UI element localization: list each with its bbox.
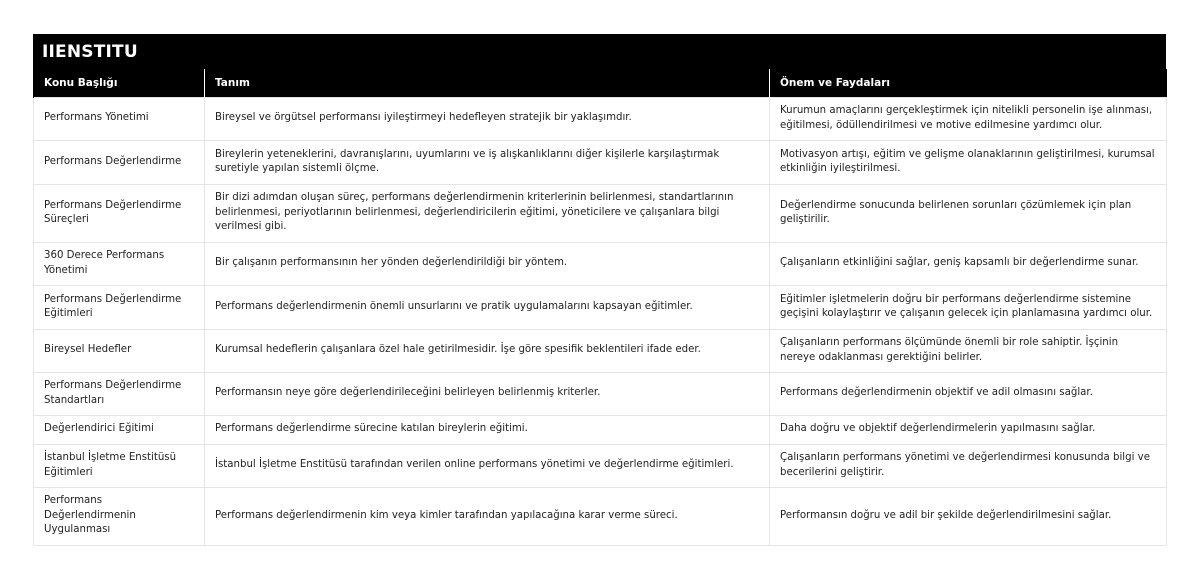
cell-topic: Performans Değerlendirme Süreçleri bbox=[34, 184, 205, 242]
cell-definition: Performansın neye göre değerlendirileceğini belirleyen belirlenmiş kriterler. bbox=[205, 372, 770, 415]
cell-topic: Performans Değerlendirmenin Uygulanması bbox=[34, 487, 205, 545]
cell-importance: Eğitimler işletmelerin doğru bir performans değerlendirme sistemine geçişini kolaylaştırır ve çalışanın gelecek için planlamasına yardımcı olur. bbox=[770, 285, 1167, 329]
cell-definition: Bir çalışanın performansının her yönden değerlendirildiği bir yöntem. bbox=[205, 242, 770, 285]
cell-importance: Değerlendirme sonucunda belirlenen sorunları çözümlemek için plan geliştirilir. bbox=[770, 184, 1167, 242]
table-row bbox=[34, 329, 1167, 372]
cell-topic: Performans Değerlendirme bbox=[34, 140, 205, 184]
table-row bbox=[34, 140, 1167, 184]
cell-importance: Performans değerlendirmenin objektif ve adil olmasını sağlar. bbox=[770, 372, 1167, 415]
data-table bbox=[33, 69, 1167, 546]
table-row bbox=[34, 487, 1167, 545]
cell-importance: Motivasyon artışı, eğitim ve gelişme olanaklarının geliştirilmesi, kurumsal etkinliğin iyileştirilmesi. bbox=[770, 140, 1167, 184]
brand-title: IIENSTITU bbox=[33, 34, 1166, 69]
cell-topic: Bireysel Hedefler bbox=[34, 329, 205, 372]
cell-topic: İstanbul İşletme Enstitüsü Eğitimleri bbox=[34, 444, 205, 487]
cell-definition: Kurumsal hedeflerin çalışanlara özel hale getirilmesidir. İşe göre spesifik beklentileri ifade eder. bbox=[205, 329, 770, 372]
cell-definition: Performans değerlendirmenin kim veya kimler tarafından yapılacağına karar verme süreci. bbox=[205, 487, 770, 545]
cell-definition: Performans değerlendirme sürecine katılan bireylerin eğitimi. bbox=[205, 415, 770, 444]
table-row bbox=[34, 97, 1167, 140]
table-row bbox=[34, 444, 1167, 487]
content-table-container bbox=[33, 34, 1166, 546]
table-row bbox=[34, 285, 1167, 329]
header-row bbox=[34, 69, 1167, 97]
cell-definition: İstanbul İşletme Enstitüsü tarafından verilen online performans yönetimi ve değerlendirme eğitimleri. bbox=[205, 444, 770, 487]
cell-definition: Bireysel ve örgütsel performansı iyileştirmeyi hedefleyen stratejik bir yaklaşımdır. bbox=[205, 97, 770, 140]
table-row bbox=[34, 372, 1167, 415]
cell-topic: Değerlendirici Eğitimi bbox=[34, 415, 205, 444]
header-importance: Önem ve Faydaları bbox=[770, 69, 1167, 97]
cell-topic: Performans Değerlendirme Eğitimleri bbox=[34, 285, 205, 329]
table-row bbox=[34, 242, 1167, 285]
cell-importance: Çalışanların performans ölçümünde önemli bir role sahiptir. İşçinin nereye odaklanması gerektiğini belirler. bbox=[770, 329, 1167, 372]
cell-importance: Çalışanların performans yönetimi ve değerlendirmesi konusunda bilgi ve becerilerini geliştirir. bbox=[770, 444, 1167, 487]
cell-definition: Bireylerin yeteneklerini, davranışlarını, uyumlarını ve iş alışkanlıklarını diğer kişilerle karşılaştırmak suretiyle yapılan sistemli ölçme. bbox=[205, 140, 770, 184]
header-definition: Tanım bbox=[205, 69, 770, 97]
table-row bbox=[34, 415, 1167, 444]
cell-importance: Daha doğru ve objektif değerlendirmelerin yapılmasını sağlar. bbox=[770, 415, 1167, 444]
cell-topic: Performans Değerlendirme Standartları bbox=[34, 372, 205, 415]
header-topic: Konu Başlığı bbox=[34, 69, 205, 97]
cell-definition: Bir dizi adımdan oluşan süreç, performans değerlendirmenin kriterlerinin belirlenmesi, standartlarının belirlenmesi, periyotlarının belirlenmesi, değerlendiricilerin eğitimi, yöneticilere ve çalışanlara bilgi verilmesi gibi. bbox=[205, 184, 770, 242]
cell-importance: Kurumun amaçlarını gerçekleştirmek için nitelikli personelin işe alınması, eğitilmesi, ödüllendirilmesi ve motive edilmesine yardımcı olur. bbox=[770, 97, 1167, 140]
cell-importance: Çalışanların etkinliğini sağlar, geniş kapsamlı bir değerlendirme sunar. bbox=[770, 242, 1167, 285]
cell-definition: Performans değerlendirmenin önemli unsurlarını ve pratik uygulamalarını kapsayan eğitimler. bbox=[205, 285, 770, 329]
cell-importance: Performansın doğru ve adil bir şekilde değerlendirilmesini sağlar. bbox=[770, 487, 1167, 545]
cell-topic: Performans Yönetimi bbox=[34, 97, 205, 140]
cell-topic: 360 Derece Performans Yönetimi bbox=[34, 242, 205, 285]
table-row bbox=[34, 184, 1167, 242]
